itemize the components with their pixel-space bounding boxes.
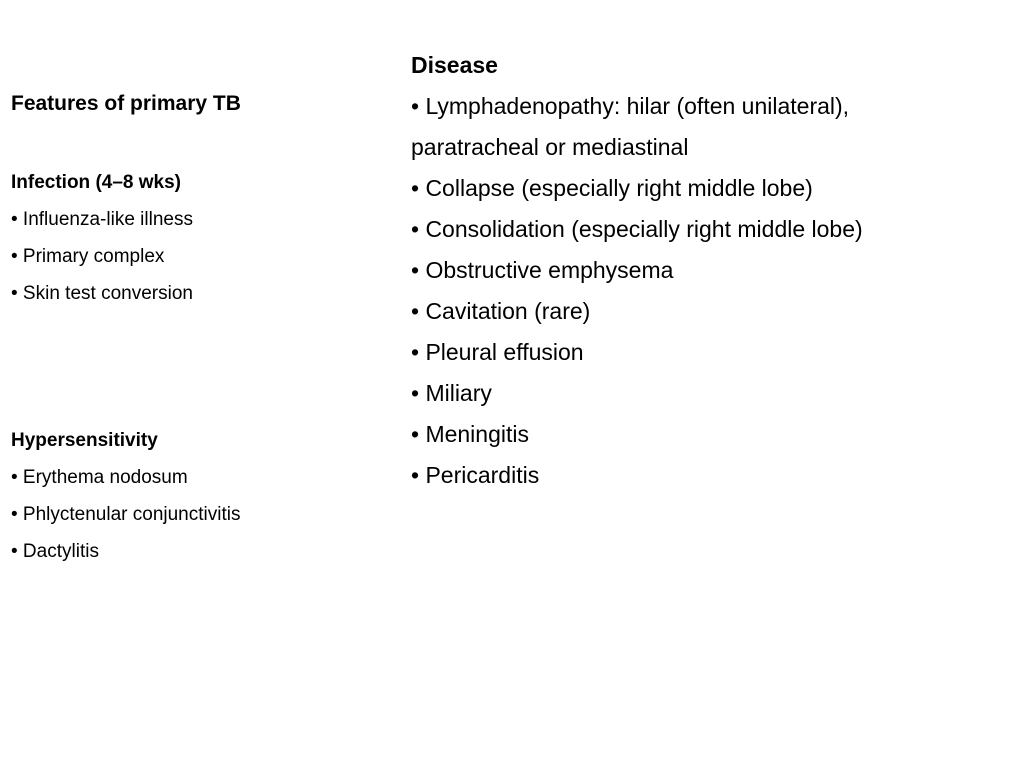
infection-heading: Infection (4–8 wks) (11, 172, 181, 193)
list-item: • Meningitis (411, 421, 529, 447)
list-item: • Primary complex (11, 246, 165, 267)
list-item: • Erythema nodosum (11, 467, 188, 488)
disease-list (411, 86, 1011, 496)
page-title: Features of primary TB (11, 92, 241, 115)
hypersensitivity-section (11, 422, 391, 570)
list-item: • Pericarditis (411, 462, 540, 488)
list-item: • Collapse (especially right middle lobe) (411, 175, 813, 201)
list-item: • Lymphadenopathy: hilar (often unilateral), paratracheal or mediastinal (411, 93, 850, 160)
infection-section (11, 164, 391, 312)
list-item: • Dactylitis (11, 541, 99, 562)
list-item: • Consolidation (especially right middle lobe) (411, 216, 863, 242)
hypersensitivity-list (11, 459, 391, 570)
list-item: • Phlyctenular conjunctivitis (11, 504, 241, 525)
list-item: • Influenza-like illness (11, 209, 193, 230)
list-item: • Cavitation (rare) (411, 298, 591, 324)
hypersensitivity-heading: Hypersensitivity (11, 430, 158, 451)
list-item: • Pleural effusion (411, 339, 584, 365)
list-item: • Skin test conversion (11, 283, 193, 304)
infection-list (11, 201, 391, 312)
disease-heading: Disease (411, 52, 498, 78)
list-item: • Obstructive emphysema (411, 257, 674, 283)
list-item: • Miliary (411, 380, 492, 406)
